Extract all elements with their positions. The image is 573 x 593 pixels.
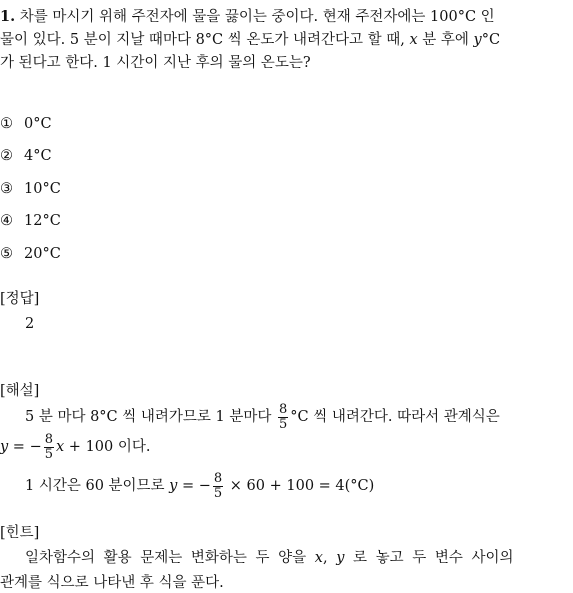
- option-2-text: 4°C: [24, 148, 52, 164]
- expl-var-y-2: y: [169, 478, 178, 494]
- explanation-line-1: [25, 400, 500, 434]
- explanation-label: [해설]: [0, 383, 40, 399]
- hint-var-x: x: [314, 550, 323, 566]
- option-2-mark: ②: [0, 148, 13, 164]
- hint-text-1b: 로 놓고 두 변수 사이의: [353, 550, 514, 566]
- fraction-numerator: 8: [44, 431, 54, 447]
- fraction-numerator: 8: [213, 470, 223, 486]
- problem-text-2c: °C: [481, 32, 501, 48]
- hint-line-1: 일차함수의 활용 문제는 변화하는 두 양을 x, y 로 놓고 두 변수 사이의: [25, 550, 514, 566]
- fraction-denominator: 5: [278, 416, 288, 432]
- option-3-text: 10°C: [24, 181, 61, 197]
- explanation-text-3a: 1 시간은 60 분이므로: [25, 478, 165, 494]
- fraction-denominator: 5: [213, 485, 223, 501]
- hint-line-2: 관계를 식으로 나타낸 후 식을 푼다.: [0, 575, 224, 591]
- explanation-text-1b: °C 씩 내려간다. 따라서 관계식은: [290, 409, 500, 425]
- fraction-8-5-c: [213, 472, 223, 501]
- fraction-8-5-b: [44, 433, 54, 462]
- expl-tail-2: × 60 + 100 = 4(°C): [225, 478, 375, 494]
- option-4[interactable]: [0, 212, 61, 230]
- explanation-text-1a: 5 분 마다 8°C 씩 내려가므로 1 분마다: [25, 409, 272, 425]
- option-5[interactable]: [0, 245, 61, 263]
- problem-text-2b: 분 후에: [422, 32, 469, 48]
- option-2[interactable]: [0, 147, 52, 165]
- var-y: y: [473, 32, 482, 48]
- option-5-mark: ⑤: [0, 246, 13, 262]
- problem-line-2: [0, 31, 500, 49]
- fraction-denominator: 5: [44, 446, 54, 462]
- expl-var-y: y: [0, 439, 9, 455]
- fraction-8-5: [278, 403, 288, 432]
- expl-var-x: x: [56, 439, 65, 455]
- option-3[interactable]: [0, 180, 61, 198]
- var-x: x: [409, 32, 418, 48]
- option-1-text: 0°C: [24, 116, 52, 132]
- expl-tail-1: + 100 이다.: [64, 439, 151, 455]
- expl-eq-2: = −: [177, 478, 211, 494]
- option-1-mark: ①: [0, 116, 13, 132]
- problem-line-3: 가 된다고 한다. 1 시간이 지난 후의 물의 온도는?: [0, 55, 311, 71]
- expl-eq-1: = −: [8, 439, 42, 455]
- hint-var-y: y: [336, 550, 345, 566]
- hint-label: [힌트]: [0, 525, 40, 541]
- explanation-line-3: [25, 469, 374, 503]
- problem-text-1: 차를 마시기 위해 주전자에 물을 끓이는 중이다. 현재 주전자에는 100°C 인: [19, 9, 495, 25]
- option-3-mark: ③: [0, 181, 13, 197]
- answer-value: 2: [25, 316, 35, 332]
- problem-number: 1.: [0, 8, 16, 25]
- fraction-numerator: 8: [278, 401, 288, 417]
- option-4-text: 12°C: [24, 213, 61, 229]
- problem-line-1: [0, 8, 495, 26]
- answer-label: [정답]: [0, 291, 40, 307]
- hint-text-1a: 일차함수의 활용 문제는 변화하는 두 양을: [25, 550, 307, 566]
- explanation-line-2: [0, 430, 150, 464]
- option-4-mark: ④: [0, 213, 13, 229]
- option-5-text: 20°C: [24, 246, 61, 262]
- problem-text-2a: 물이 있다. 5 분이 지날 때마다 8°C 씩 온도가 내려간다고 할 때,: [0, 32, 405, 48]
- option-1[interactable]: [0, 115, 52, 133]
